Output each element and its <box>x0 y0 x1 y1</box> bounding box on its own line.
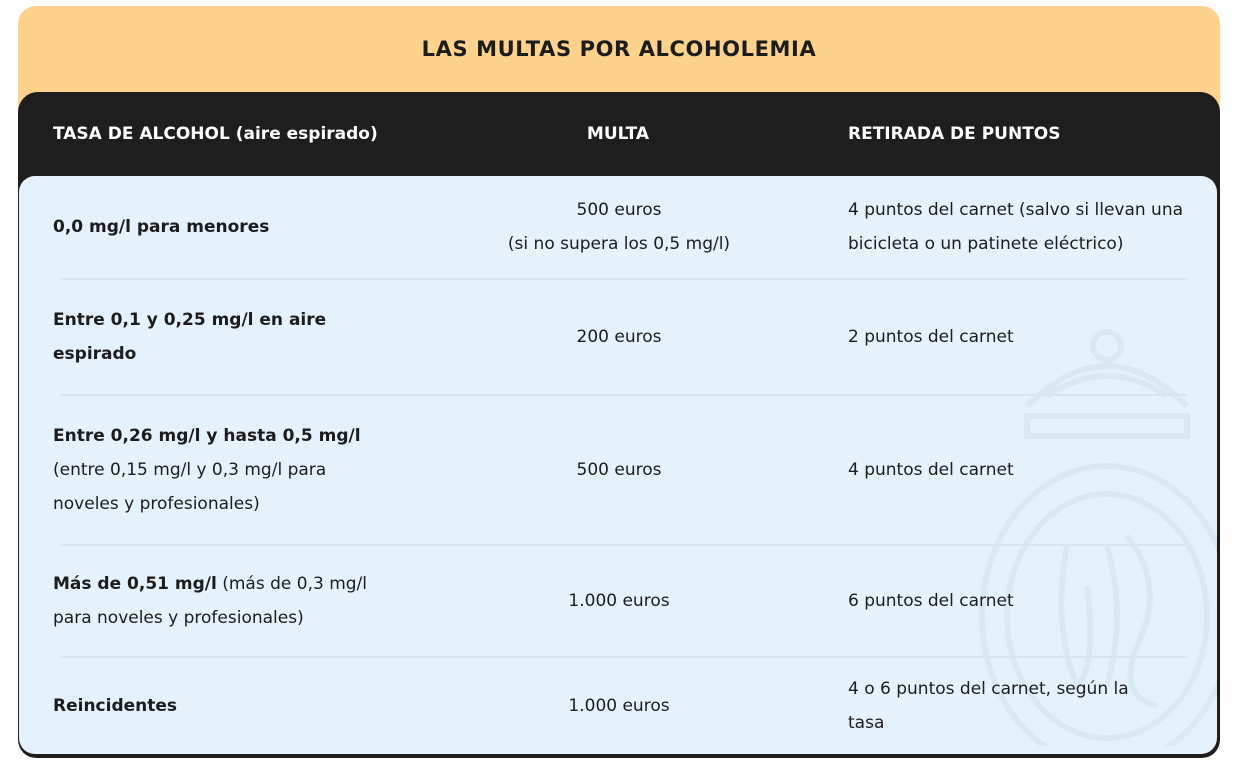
header-tasa: TASA DE ALCOHOL (aire espirado) <box>53 124 378 144</box>
row-multa: 1.000 euros <box>568 696 670 716</box>
fines-table-card <box>18 6 1220 758</box>
row-multa-note: (si no supera los 0,5 mg/l) <box>507 234 731 254</box>
header-puntos: RETIRADA DE PUNTOS <box>848 124 1061 144</box>
table-row <box>19 176 1217 278</box>
table-body <box>19 176 1217 754</box>
table-header <box>18 92 1220 176</box>
row-multa: 200 euros <box>576 327 662 347</box>
row-puntos: 2 puntos del carnet <box>848 327 1014 347</box>
row-multa: 1.000 euros <box>568 591 670 611</box>
row-puntos: 4 o 6 puntos del carnet, según la tasa <box>848 679 1129 733</box>
table-row <box>19 658 1217 754</box>
table-frame <box>18 92 1220 758</box>
row-tasa: Reincidentes <box>53 696 178 716</box>
row-puntos: 4 puntos del carnet <box>848 460 1014 480</box>
row-puntos: 6 puntos del carnet <box>848 591 1014 611</box>
row-tasa: 0,0 mg/l para menores <box>53 217 270 237</box>
header-multa: MULTA <box>586 124 650 144</box>
table-row <box>19 546 1217 656</box>
table-row <box>19 396 1217 544</box>
row-multa: 500 euros <box>576 460 662 480</box>
table-title: LAS MULTAS POR ALCOHOLEMIA <box>421 37 817 61</box>
row-multa: 500 euros <box>576 200 662 220</box>
row-tasa: Entre 0,1 y 0,25 mg/l en aire espirado <box>53 310 327 364</box>
row-tasa-note: (más de 0,3 mg/l para noveles y profesionales) <box>53 574 367 628</box>
row-tasa-note: (entre 0,15 mg/l y 0,3 mg/l para noveles y profesionales) <box>53 460 327 514</box>
row-puntos: 4 puntos del carnet (salvo si llevan una bicicleta o un patinete eléctrico) <box>848 200 1184 254</box>
row-tasa: Más de 0,51 mg/l <box>53 574 217 594</box>
row-tasa: Entre 0,26 mg/l y hasta 0,5 mg/l <box>53 426 361 446</box>
table-row <box>19 280 1217 394</box>
